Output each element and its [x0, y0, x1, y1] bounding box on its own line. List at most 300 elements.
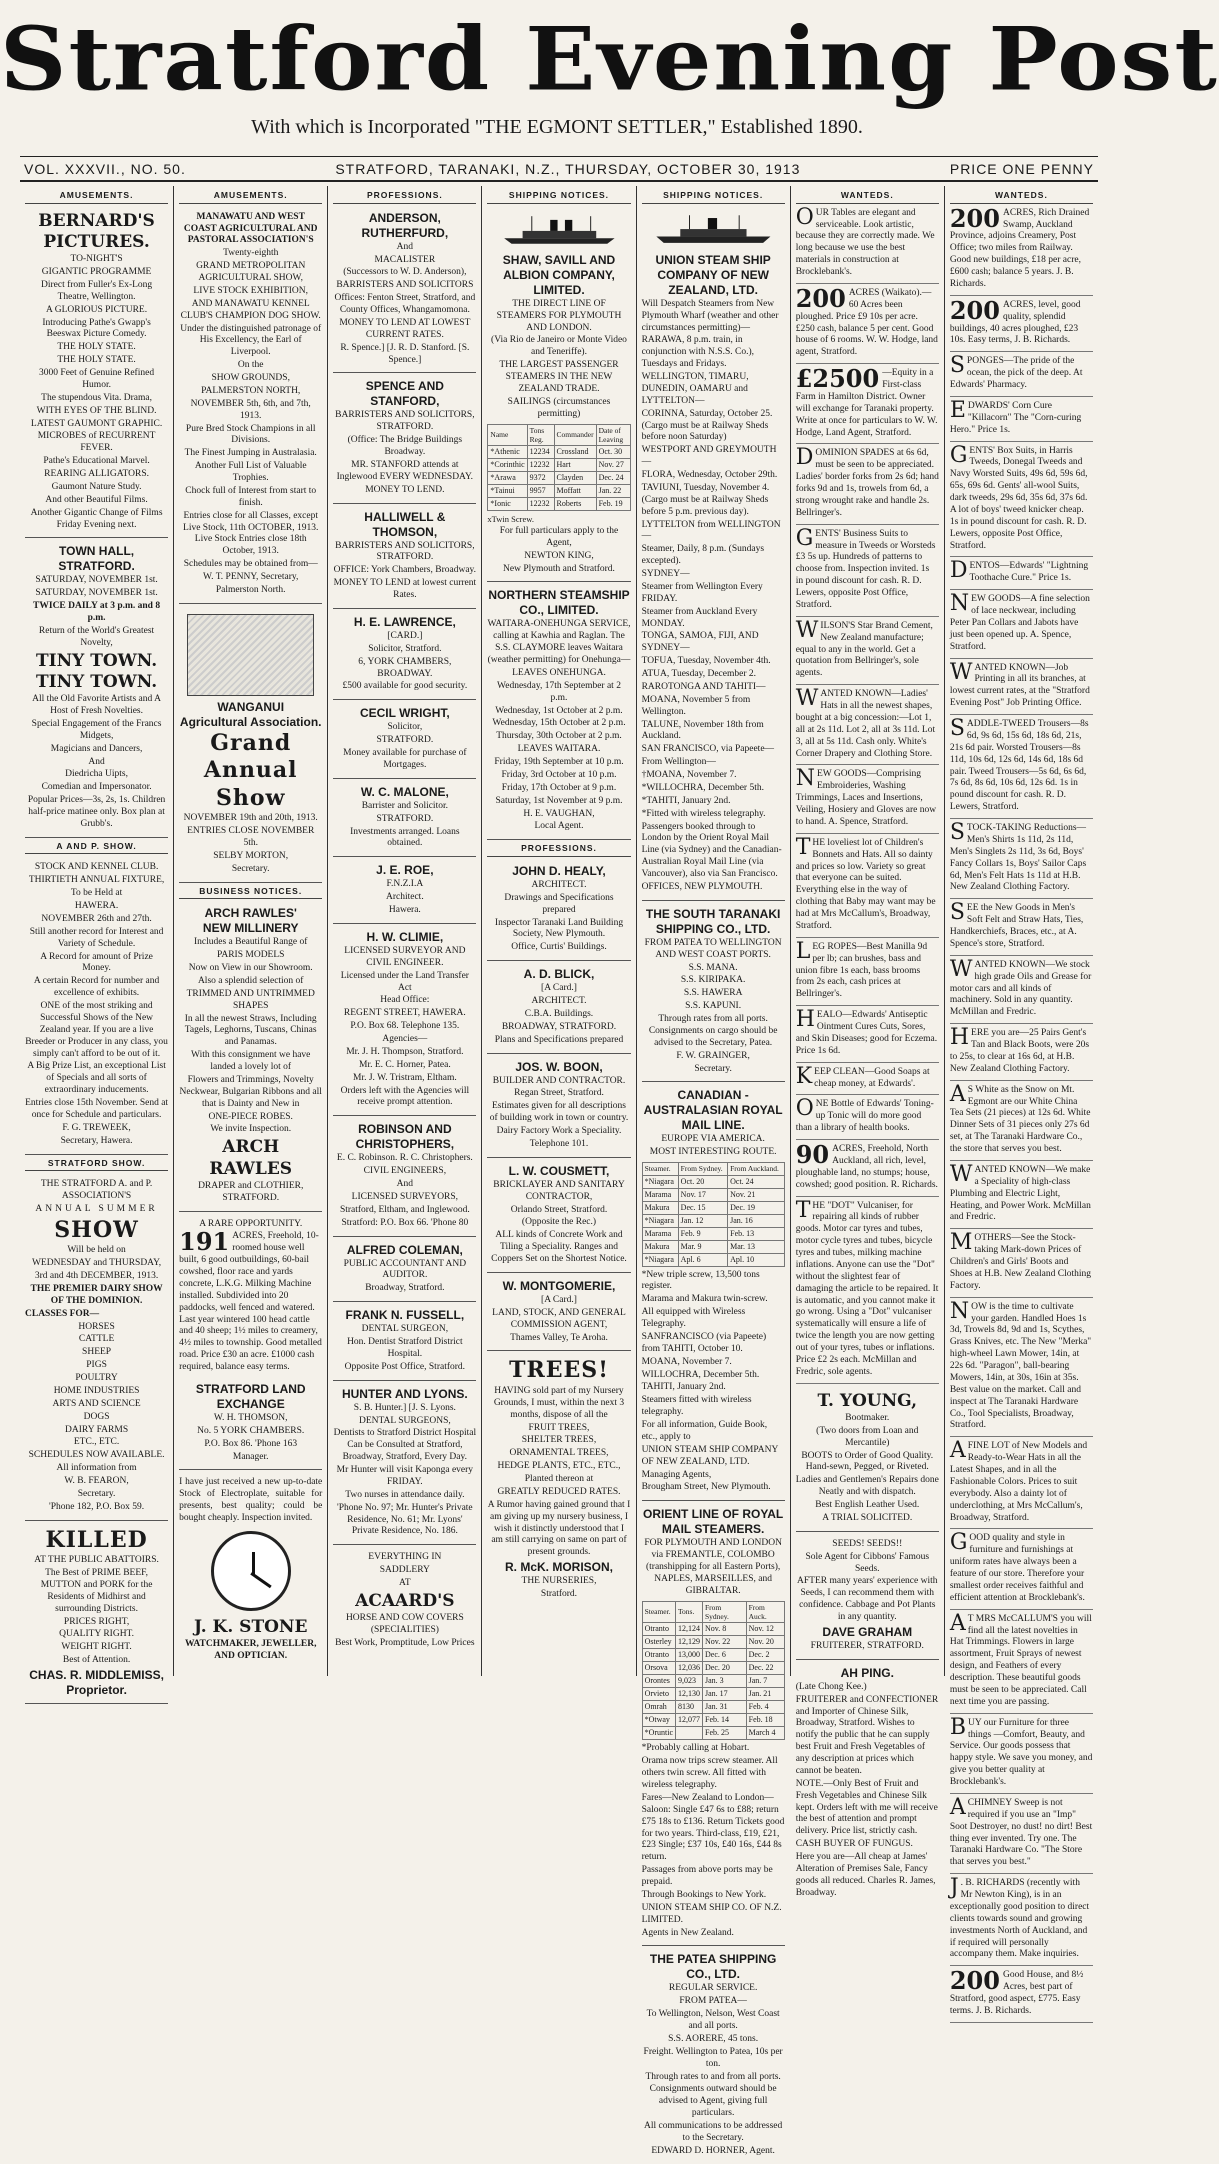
- ad-line: 6, YORK CHAMBERS, BROADWAY.: [358, 656, 452, 679]
- ad-title: A. D. BLICK,: [523, 967, 595, 982]
- drop-cap: O: [795, 1096, 814, 1122]
- item-text: OOD quality and style in furniture and furnishings at uniform rates have always been a feature of our store. Therefore your smallest order receives faithful and efficient attention at Brocklebank's.: [949, 1533, 1085, 1603]
- ad-line: MONEY TO LEND at lowest current Rates.: [333, 578, 477, 600]
- classified-item: [949, 203, 1093, 296]
- drop-cap: W: [795, 686, 819, 712]
- ad-name: ACAARD'S: [355, 1590, 455, 1611]
- item-text: —Equity in a First-class Farm in Hamilton District. Owner will exchange for Taranaki property. Write at once for particulars to W. W. Hodge, Land Agent, Stratford.: [795, 368, 938, 438]
- ad-line: Direct from Fuller's Ex-Long Theatre, Wellington.: [40, 279, 153, 302]
- ad-line: WILLOCHRA, December 5th.: [641, 1369, 760, 1380]
- table-cell: Makura: [642, 1240, 678, 1253]
- steamship-icon: [495, 213, 624, 247]
- ad-line: Secretary.: [694, 1063, 732, 1074]
- table-cell: Feb. 4: [746, 1701, 784, 1714]
- ad-title: SHAW, SAVILL AND ALBION COMPANY, LIMITED.: [502, 252, 616, 297]
- table-row: [642, 1188, 784, 1201]
- ad-line: HORSES: [78, 1321, 115, 1332]
- ad-line: Steamer from Wellington Every FRIDAY.: [641, 581, 763, 604]
- table-cell: Jan. 22: [596, 485, 630, 498]
- table-header: Date of Leaving: [596, 424, 630, 446]
- classified-list: [949, 203, 1093, 2023]
- item-text: DWARDS' Corn Cure "Killacorn" The "Corn-curing Hero." Price 1s.: [949, 400, 1082, 435]
- ad-line: (Via Rio de Janeiro or Monte Video and Teneriffe).: [491, 335, 627, 358]
- ad-line: EVERYTHING IN: [368, 1552, 442, 1563]
- drop-cap: S: [949, 353, 965, 379]
- item-number: £2500: [795, 364, 880, 394]
- ad-line: Solicitor,: [387, 722, 423, 733]
- ad-line: Planted thereon at: [524, 1474, 594, 1484]
- ad-line: HOME INDUSTRIES: [53, 1385, 140, 1396]
- ad-line: EDWARD D. HORNER, Agent.: [651, 2145, 775, 2156]
- ad-lines: [487, 1076, 630, 1151]
- ad-line: CLASSES FOR—: [25, 1308, 100, 1319]
- drop-cap: A: [949, 1438, 966, 1464]
- table-cell: Mar. 9: [678, 1240, 727, 1253]
- classified-item: [949, 1966, 1093, 2023]
- ad-line: P.O. Box 68. Telephone 135.: [350, 1021, 460, 1032]
- dateline: STRATFORD, TARANAKI, N.Z., THURSDAY, OCTOBER 30, 1913: [335, 160, 801, 177]
- item-text: OMINION SPADES at 6s 6d, must be seen to be appreciated. Ladies' border forks from 2s 6d; hand forks 9d and 1s, trowels from 6d, a strong wrought rake and handle 2s. Bellringer's.: [795, 448, 939, 518]
- table-cell: Nov. 8: [703, 1623, 747, 1636]
- table-cell: Roberts: [554, 498, 596, 511]
- table-cell: 9957: [527, 485, 554, 498]
- table-row: [642, 1675, 784, 1688]
- table-row: [488, 446, 630, 459]
- item-text: HE "DOT" Vulcaniser, for repairing all kinds of rubber goods. Motor car tyres and tubes, motor cycle tyres and tubes, bicycle tyres and tubes, milking machine inflations. Anyone can use the "Dot" without the slightest fear of damaging the article to be repaired. It is automatic, and you cannot make it go wrong. Using a "Dot" vulcaniser systematically will ensure a life of twice the length you are now getting out of your tyres, tubes or inflations. Price £2 2s each. McMillan and Fredric, sole agents.: [795, 1200, 939, 1377]
- ad-line: GREATLY REDUCED RATES.: [497, 1486, 621, 1497]
- ad-line: Drawings and Specifications prepared: [504, 892, 614, 915]
- ad-line: The Best of PRIME BEEF, MUTTON and PORK for the Residents of Midhirst and surrounding Districts.: [40, 1568, 153, 1614]
- ad-line: SEEDS! SEEDS!!: [832, 1538, 903, 1549]
- ad-lines: [642, 1538, 785, 1597]
- ad-line: Investments arranged. Loans obtained.: [350, 826, 460, 849]
- classified-item: [949, 558, 1093, 590]
- ad-line: [CARD.]: [387, 630, 423, 641]
- ad-lines: [333, 1259, 476, 1296]
- ad-line: FROM PATEA—: [679, 1996, 747, 2007]
- ad-lines: [333, 1324, 476, 1374]
- trees-heading: TREES!: [509, 1357, 609, 1384]
- ad-line: R. Spence.] [J. R. D. Stanford. [S. Spence.]: [340, 342, 470, 365]
- table-cell: Feb. 13: [728, 1227, 785, 1240]
- ad-lines: [333, 879, 476, 917]
- table-cell: Feb. 25: [703, 1727, 747, 1740]
- ad-line: NEWTON KING,: [524, 550, 594, 561]
- ad-line: HAVING sold part of my Nursery Grounds, I must, within the next 3 months, dispose of all the: [493, 1385, 625, 1420]
- ad-line: Regan Street, Stratford.: [514, 1088, 604, 1099]
- table-row: [642, 1240, 784, 1253]
- table-cell: Otranto: [642, 1623, 675, 1636]
- ad-line: AND MANAWATU KENNEL CLUB'S CHAMPION DOG SHOW.: [180, 298, 321, 321]
- table-cell: Jan. 16: [728, 1214, 785, 1227]
- livestock-illustration: [187, 614, 314, 696]
- ad-line: All communications to be addressed to the Secretary.: [644, 2121, 783, 2143]
- ad-line: SHELTER TREES,: [521, 1435, 597, 1446]
- clock-icon: [211, 1531, 291, 1611]
- ad-line: TAVIUNI, Tuesday, November 4. (Cargo must be at Railway Sheds before 5 p.m. previous day).: [641, 482, 770, 517]
- ad-line: GIGANTIC PROGRAMME: [41, 267, 152, 277]
- table-cell: Crossland: [554, 446, 596, 459]
- ad-line: Entries close 15th November. Send at once for Schedule and particulars.: [25, 1098, 169, 1120]
- table-cell: 12,130: [676, 1688, 703, 1701]
- bernards-pictures-ad: [25, 208, 168, 539]
- table-cell: Jan. 7: [746, 1675, 784, 1688]
- ad-line: MACALISTER: [374, 254, 436, 265]
- ad-title: CANADIAN - AUSTRALASIAN ROYAL MAIL LINE.: [643, 1088, 783, 1133]
- ad-line: And: [396, 1179, 414, 1189]
- item-number: 200: [795, 283, 846, 313]
- ad-line: Through rates from all ports. Consignments on cargo should be advised to the Secretary, Patea.: [648, 1014, 778, 1048]
- ad-line: Orama now trips screw steamer. All others twin screw. All fitted with wireless telegraphy.: [641, 1756, 778, 1790]
- ad-title: HALLIWELL & THOMSON,: [364, 509, 446, 539]
- ad-line: Wednesday, 17th September at 2 p.m.: [497, 680, 621, 703]
- drop-cap: G: [795, 525, 814, 551]
- ad-name: T. YOUNG,: [817, 1390, 917, 1411]
- ad-line: Best English Leather Used.: [815, 1500, 920, 1510]
- classified-item: [949, 353, 1093, 397]
- table-header: Tons.: [676, 1601, 703, 1623]
- ad-name: R. McK. MORISON,: [504, 1560, 613, 1575]
- acre-count: 191: [179, 1227, 230, 1257]
- classified-item: [795, 525, 939, 617]
- classified-item: [795, 204, 939, 284]
- ad-line: Through Bookings to New York.: [641, 1889, 767, 1900]
- page-columns: [20, 186, 1098, 2156]
- classified-item: [795, 364, 939, 444]
- ad-line: A GLORIOUS PICTURE.: [46, 304, 148, 315]
- ad-line: *Probably calling at Hobart.: [641, 1743, 750, 1754]
- stone-jeweller-ad: [179, 1473, 322, 1669]
- section-heading: BUSINESS NOTICES.: [179, 886, 322, 900]
- ad-line: Stratford, Eltham, and Inglewood.: [339, 1204, 470, 1215]
- item-text: FINE LOT of New Models and Ready-to-Wear Hats in all the Latest Shapes, and in all the Fashionable Colors. Prices to suit everybody. Also a dainty lot of underclothing, at Mrs McCallum's, Broadway, Stratford.: [949, 1441, 1088, 1523]
- drop-cap: G: [949, 1530, 968, 1556]
- classified-item: [949, 1081, 1093, 1161]
- table-cell: *Oruntic: [642, 1727, 675, 1740]
- item-text: UR Tables are elegant and serviceable. Look artistic, because they are correctly made. We long because we use the best materials in construction at Brocklebank's.: [795, 207, 935, 277]
- ad-line: OFFICES, NEW PLYMOUTH.: [641, 881, 763, 892]
- table-cell: Marama: [642, 1227, 678, 1240]
- ad-line: Comedian and Impersonator.: [41, 782, 152, 793]
- ad-lines: [642, 1270, 785, 1495]
- ad-line: FLORA, Wednesday, October 29th.: [641, 470, 778, 480]
- masthead-subtitle: With which is Incorporated "THE EGMONT SETTLER," Established 1890.: [251, 116, 863, 138]
- ad-line: Steamer from Auckland Every MONDAY.: [641, 606, 758, 629]
- ad-line: WESTPORT AND GREYMOUTH—: [641, 445, 777, 468]
- ad-line: Mr Hunter will visit Kaponga every FRIDAY.: [336, 1465, 474, 1487]
- ad-line: F.N.Z.I.A: [386, 879, 424, 890]
- table-cell: Dec. 20: [703, 1662, 747, 1675]
- ad-line: Orders left with the Agencies will receive prompt attention.: [340, 1085, 470, 1108]
- ad-line: LICENSED SURVEYORS,: [351, 1191, 459, 1202]
- table-cell: *Arawa: [488, 472, 527, 485]
- ad-line: SATURDAY, NOVEMBER 1st.: [35, 588, 158, 599]
- ad-line: SANFRANCISCO (via Papeete) from TAHITI, October 10.: [641, 1331, 767, 1354]
- ad-lines: [25, 1245, 168, 1283]
- ad-lines: [25, 254, 168, 531]
- ad-line: AT: [399, 1578, 411, 1588]
- item-text: ANTED KNOWN—We make a Speciality of high-class Plumbing and Electric Light, Heating, and Power Work. McMillan and Fredric.: [949, 1164, 1091, 1223]
- section-heading: PROFESSIONS.: [487, 843, 630, 857]
- table-cell: Osterley: [642, 1636, 675, 1649]
- ad-line: Introducing Pathe's Gwapp's Beeswax Picture Comedy.: [42, 317, 151, 340]
- ad-line: DAIRY FARMS: [65, 1424, 129, 1435]
- ad-line: DENTAL SURGEONS,: [358, 1415, 451, 1426]
- ad-line: Stratford.: [540, 1589, 578, 1599]
- ad-line: S.S. KAPUNI.: [685, 1001, 742, 1012]
- item-number: 90: [795, 1140, 830, 1169]
- ad-line: SELBY MORTON,: [213, 850, 289, 861]
- table-row: [642, 1688, 784, 1701]
- ad-line: F. G. TREWEEK,: [62, 1122, 131, 1133]
- ad-line: TO-NIGHT'S: [70, 254, 123, 265]
- ad-line: Steamer, Daily, 8 p.m. (Sundays excepted).: [641, 544, 765, 567]
- ad-lines: [642, 1983, 785, 2157]
- ad-line: 'Phone No. 97; Mr. Hunter's Private Residence, No. 61; Mr. Lyons' Private Residence, No. 186.: [337, 1502, 473, 1537]
- ad-title: FRANK N. FUSSELL,: [345, 1308, 465, 1323]
- ad-line: From Wellington—: [641, 757, 716, 768]
- column-shipping-1: [482, 186, 636, 1676]
- ad-title: J. E. ROE,: [376, 863, 434, 878]
- table-cell: [676, 1727, 703, 1740]
- table-row: [642, 1701, 784, 1714]
- ad-line: A TRIAL SOLICITED.: [822, 1512, 913, 1523]
- table-cell: *Athenic: [488, 446, 527, 459]
- table-cell: Otranto: [642, 1649, 675, 1662]
- dateline-bar: [20, 156, 1098, 182]
- ad-line: Dentists to Stratford District Hospital Can be Consulted at Stratford, Broadway, Stratford, Every Day.: [333, 1428, 477, 1463]
- ad-line: WATCHMAKER, JEWELLER, AND OPTICIAN.: [184, 1639, 317, 1661]
- ad-title: THE PATEA SHIPPING CO., LTD.: [649, 1952, 777, 1982]
- northern-steamship-ad: [487, 585, 630, 840]
- ad-line: CIVIL ENGINEERS,: [363, 1166, 447, 1177]
- table-cell: 13,000: [676, 1649, 703, 1662]
- table-cell: Jan. 3: [703, 1675, 747, 1688]
- ad-line: Agents in New Zealand.: [641, 1927, 734, 1938]
- column-heading: AMUSEMENTS.: [179, 190, 322, 204]
- ad-line: MONEY TO LEND.: [365, 484, 445, 495]
- spence-ad: [333, 376, 476, 503]
- ad-line: SHEEP: [82, 1347, 112, 1358]
- classified-item: [795, 766, 939, 833]
- ad-line: Agencies—: [382, 1034, 428, 1044]
- ad-line: ONE of the most striking and Successful Shows of the New Zealand year. If you are a live Breeder or Producer in any class, you simply can't afford to be out of it.: [25, 1001, 168, 1059]
- ad-line: Two nurses in attendance daily.: [345, 1489, 465, 1500]
- ad-line: ARTS AND SCIENCE: [52, 1398, 141, 1409]
- drop-cap: B: [949, 1714, 967, 1740]
- classified-item: [949, 1714, 1093, 1794]
- item-text: ACRES, Freehold, North Auckland, all rich, level, ploughable land, no stumps; house, cowshed; good position. R. Richards.: [795, 1144, 938, 1190]
- canadian-mail-ad: [642, 1085, 785, 1501]
- item-text: TOCK-TAKING Reductions—Men's Shirts 1s 11d, 2s 11d, Men's Singlets 2s 11d, 3s 6d, Boys' Fancy Collars 1s, Boys' Sailor Caps 6d, Men's Felt Hats 1s 11d at H.B. New Zealand Clothing Factory.: [949, 823, 1087, 893]
- ad-lines: [487, 619, 630, 833]
- ad-title: H. W. CLIMIE,: [366, 929, 444, 944]
- ad-lines: [333, 1613, 476, 1650]
- ad-lines: [487, 880, 630, 954]
- ad-line: Wednesday, 1st October at 2 p.m.: [495, 705, 623, 716]
- ad-line: Manager.: [232, 1451, 269, 1462]
- ad-line: MOST INTERESTING ROUTE.: [649, 1147, 777, 1158]
- ad-line: The stupendous Vita. Drama,: [41, 392, 152, 403]
- ad-line: Licensed under the Land Transfer Act: [340, 970, 469, 993]
- ad-title: L. W. COUSMETT,: [508, 1163, 610, 1178]
- ad-name: AH PING.: [840, 1665, 894, 1680]
- table-cell: Marama: [642, 1188, 678, 1201]
- ad-line: Also a splendid selection of: [197, 975, 304, 986]
- ad-line: SADDLERY: [379, 1565, 430, 1576]
- ad-subtitle: NEW MILLINERY: [202, 921, 299, 936]
- table-row: [642, 1636, 784, 1649]
- ad-lines: [179, 248, 322, 597]
- ad-line: SAN FRANCISCO, via Papeete—: [641, 744, 775, 755]
- table-cell: 12,124: [676, 1623, 703, 1636]
- column-shipping-2: [637, 186, 791, 2156]
- item-text: ANTED KNOWN—We stock high grade Oils and Grease for motor cars and all kinds of machinery. Sold in any quantity. McMillan and Fredric.: [949, 959, 1092, 1018]
- steamship-icon: [649, 213, 778, 247]
- ad-line: We invite Inspection.: [210, 1124, 292, 1135]
- ad-lines: [796, 1413, 939, 1525]
- ad-line: BROADWAY, STRATFORD.: [501, 1021, 617, 1032]
- ad-line: Barrister and Solicitor.: [361, 800, 448, 811]
- table-header: From Sydney.: [703, 1601, 747, 1623]
- south-taranaki-shipping-ad: [642, 904, 785, 1083]
- table-cell: Jan. 12: [678, 1214, 727, 1227]
- ad-line: ANNUAL SUMMER: [35, 1203, 158, 1214]
- ad-line: STRATFORD.: [376, 735, 434, 746]
- shaw-savill-ad: [487, 208, 630, 583]
- blick-ad: [487, 964, 630, 1053]
- table-cell: *Otway: [642, 1714, 675, 1727]
- ad-line: REARING ALLIGATORS.: [44, 469, 149, 479]
- healy-ad: [487, 861, 630, 961]
- classified-item: [795, 1140, 939, 1197]
- ad-line: No. 5 YORK CHAMBERS.: [197, 1425, 305, 1436]
- ad-lines: [25, 1463, 168, 1514]
- table-cell: Jan. 17: [703, 1688, 747, 1701]
- ad-lines: [642, 938, 785, 1076]
- patea-shipping-ad: [642, 1949, 785, 2163]
- ad-lines: [487, 1386, 630, 1559]
- ad-line: Freight. Wellington to Patea, 10s per ton.: [643, 2046, 783, 2069]
- ad-line: NOTE.—Only Best of Fruit and Fresh Vegetables and Chinese Silk kept. Orders left with me will receive the best of attention and prompt delivery. Price list, strictly cash.: [795, 1778, 938, 1837]
- classified-item: [949, 442, 1093, 558]
- fussell-ad: [333, 1305, 476, 1381]
- sailings-table: [487, 424, 630, 512]
- item-text: ENTS' Business Suits to measure in Tweeds or Worsteds £3 5s up. Hundreds of patterns to choose from. Inspection invited. 1s in pound discount for cash. R. D. Lewers, opposite Post Office, Stratford.: [795, 528, 936, 610]
- classified-item: [795, 1096, 939, 1140]
- item-number: 200: [949, 295, 1000, 325]
- ad-line: BARRISTERS AND SOLICITORS, STRATFORD.: [335, 540, 475, 563]
- ad-line: A Rumor having gained ground that I am giving up my nursery business, I wish it distinctly understood that I am still carrying on same on part of present grounds.: [487, 1499, 631, 1558]
- drop-cap: T: [795, 834, 811, 860]
- ad-line: And other Beautiful Films.: [45, 494, 148, 505]
- ad-lines: [25, 1555, 168, 1615]
- item-text: PONGES—The pride of the ocean, the pick of the deep. At Edwards' Pharmacy.: [949, 356, 1083, 390]
- ad-line: W. H. THOMSON,: [213, 1412, 288, 1423]
- item-text: ANTED KNOWN—Ladies' Hats in all the newest shapes, bought at a big concession:—Lot 1, all at 2s 11d. Lot 2, all at 3s 11d. Lot 3, all at 5s 11d. Cash only. White's Corner Drapery and Clothing Store.: [795, 689, 936, 759]
- ad-line: A certain Record for number and excellence of exhibits.: [33, 976, 160, 999]
- drop-cap: D: [949, 558, 968, 584]
- ad-lines: [487, 1180, 630, 1266]
- item-text: ERE you are—25 Pairs Gent's Tan and Black Boots, were 20s to 25s, to clear at 16s 6d, at H.B. New Zealand Clothing Factory.: [949, 1028, 1090, 1074]
- classified-item: [949, 397, 1093, 442]
- ad-line: S. B. Hunter.] [J. S. Lyons.: [353, 1402, 456, 1413]
- classified-list: [795, 204, 939, 1384]
- ad-lines: [642, 1134, 785, 1159]
- ad-line: ATUA, Tuesday, December 2.: [641, 669, 756, 679]
- table-header: Tons Reg.: [527, 424, 554, 446]
- ad-line: MOANA, November 5 from Wellington.: [641, 694, 751, 717]
- ad-line: ARCHITECT.: [531, 996, 587, 1006]
- ad-name: CHAS. R. MIDDLEMISS,: [29, 1668, 164, 1682]
- ad-line: Friday, 19th September at 10 p.m.: [494, 757, 624, 767]
- ap-show-ad: [25, 858, 168, 1154]
- ad-line: (Late Chong Kee.): [795, 1681, 867, 1692]
- ad-line: Money available for purchase of Mortgages.: [343, 748, 467, 770]
- ad-lines: [487, 1295, 630, 1345]
- table-row: [642, 1714, 784, 1727]
- ad-line: 'Phone 182, P.O. Box 59.: [49, 1501, 145, 1512]
- drop-cap: S: [949, 716, 965, 741]
- ad-lines: [333, 722, 476, 772]
- drop-cap: M: [949, 1230, 973, 1256]
- item-text: NE Bottle of Edwards' Toning-up Tonic will do more good than a library of health books.: [795, 1099, 934, 1134]
- ad-line: Now on View in our Showroom.: [188, 963, 313, 973]
- table-cell: 12,077: [676, 1714, 703, 1727]
- ad-line: MOANA, November 7.: [641, 1356, 732, 1367]
- table-cell: Makura: [642, 1201, 678, 1214]
- ad-title: ALFRED COLEMAN,: [346, 1242, 463, 1257]
- table-cell: Orvieto: [642, 1688, 675, 1701]
- ad-line: Special Engagement of the Francs Midgets,: [31, 718, 162, 741]
- column-heading: SHIPPING NOTICES.: [642, 190, 785, 204]
- ad-line: SHOW GROUNDS,: [211, 373, 290, 383]
- ad-line: FRUIT TREES,: [528, 1422, 590, 1433]
- ad-lines: [179, 1426, 322, 1464]
- ad-title: ARCH RAWLES': [204, 906, 297, 921]
- ad-line: TALUNE, November 18th from Auckland.: [641, 719, 764, 742]
- drop-cap: A: [949, 1081, 966, 1107]
- drop-cap: E: [949, 397, 966, 423]
- ad-line: FOR PLYMOUTH AND LONDON via FREMANTLE, COLOMBO (transhipping for all Eastern Ports), NAPLES, MARSEILLES, and GIBRALTAR.: [644, 1538, 782, 1596]
- classified-item: [795, 1197, 939, 1384]
- ad-line: Managing Agents,: [641, 1469, 712, 1480]
- ad-line: THE NURSERIES,: [521, 1576, 597, 1587]
- ad-line: The Finest Jumping in Australasia.: [184, 448, 317, 459]
- coleman-ad: [333, 1240, 476, 1303]
- ad-line: For full particulars apply to the Agent,: [499, 525, 619, 548]
- ad-line: Another Full List of Valuable Trophies.: [194, 461, 307, 483]
- classified-item: [795, 938, 939, 1006]
- ad-line: THE PREMIER DAIRY SHOW OF THE DOMINION.: [30, 1283, 163, 1306]
- ad-line: LEAVES WAITARA.: [517, 744, 601, 755]
- ad-line: Magicians and Dancers,: [50, 743, 143, 754]
- drop-cap: S: [949, 900, 965, 926]
- ad-line: [A Card.]: [541, 1294, 577, 1305]
- item-text: EG ROPES—Best Manilla 9d per lb; can brushes, bass and union fibre 1s each, bass brooms from 2s each, cash prices at Bellringer's.: [795, 941, 928, 1000]
- item-number: 200: [949, 203, 1000, 233]
- ad-name: J. K. STONE: [194, 1616, 308, 1637]
- ad-title: SPENCE AND STANFORD,: [365, 379, 444, 409]
- ad-title: H. E. LAWRENCE,: [353, 614, 456, 629]
- ad-line: S.S. AORERE, 45 tons.: [668, 2033, 759, 2044]
- ad-line: Architect.: [385, 892, 424, 903]
- table-cell: Apl. 10: [728, 1253, 785, 1266]
- table-cell: Mar. 13: [728, 1240, 785, 1253]
- stratford-show-ad: [25, 1175, 168, 1521]
- cousmett-ad: [487, 1161, 630, 1273]
- killed-heading: KILLED: [45, 1526, 148, 1553]
